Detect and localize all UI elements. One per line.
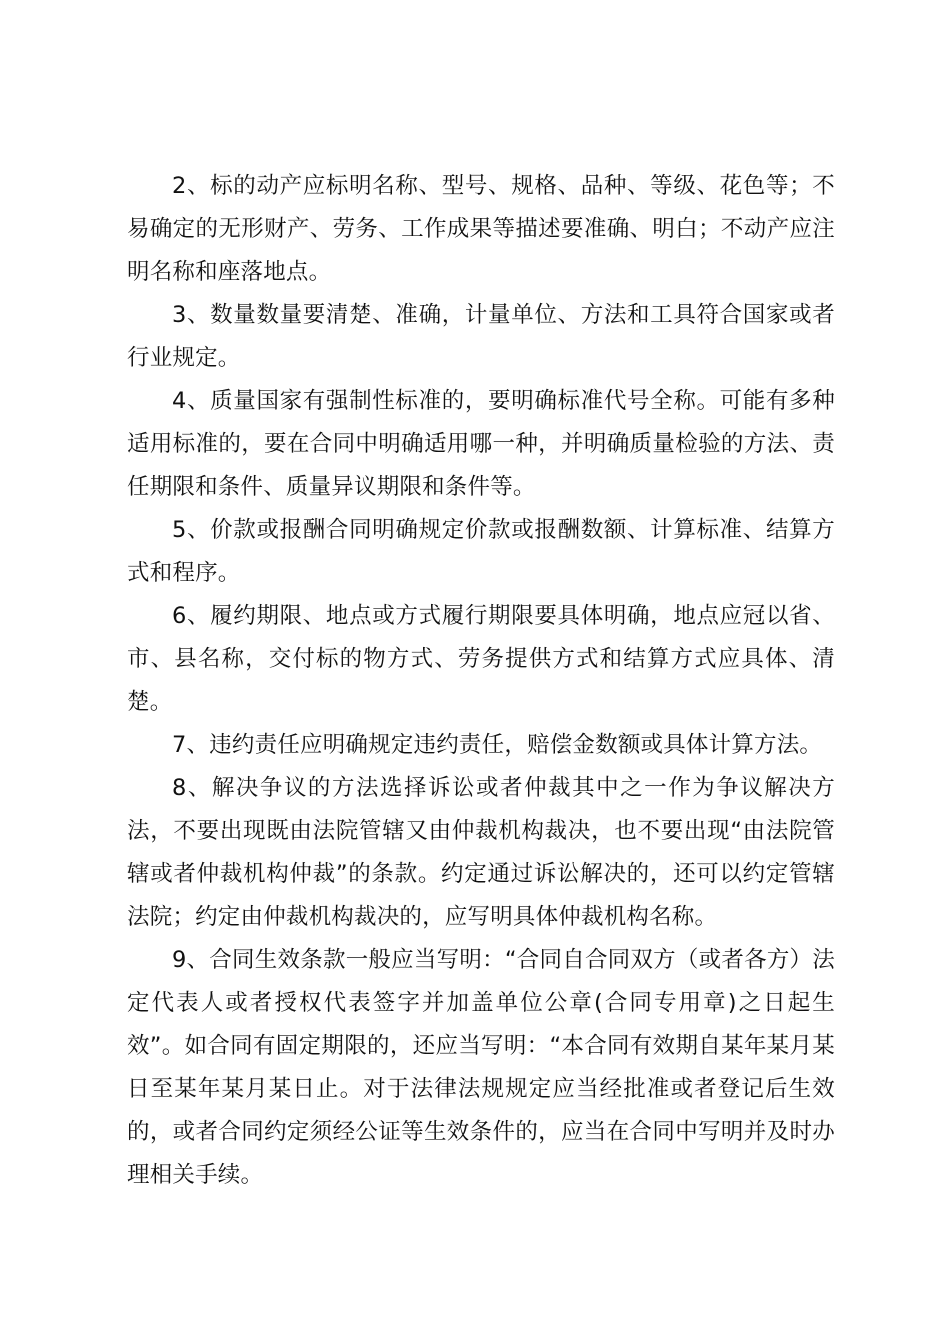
paragraph-item-2: 2、标的动产应标明名称、型号、规格、品种、等级、花色等；不易确定的无形财产、劳务、工作成果等描述要准确、明白；不动产应注明名称和座落地点。 [127,173,835,285]
paragraph-item-5: 5、价款或报酬合同明确规定价款或报酬数额、计算标准、结算方式和程序。 [127,517,835,586]
paragraph-item-3: 3、数量数量要清楚、准确，计量单位、方法和工具符合国家或者行业规定。 [127,302,835,371]
paragraph-item-8: 8、解决争议的方法选择诉讼或者仲裁其中之一作为争议解决方法，不要出现既由法院管辖又由仲裁机构裁决，也不要出现“由法院管辖或者仲裁机构仲裁”的条款。约定通过诉讼解决的，还可以约定管辖法院；约定由仲裁机构裁决的，应写明具体仲裁机构名称。 [127,775,835,930]
document-body [127,165,835,1197]
paragraph-item-6: 6、履约期限、地点或方式履行期限要具体明确，地点应冠以省、市、县名称，交付标的物方式、劳务提供方式和结算方式应具体、清楚。 [127,603,835,715]
paragraph-item-7: 7、违约责任应明确规定违约责任，赔偿金数额或具体计算方法。 [172,732,823,758]
paragraph-item-9: 9、合同生效条款一般应当写明：“合同自合同双方（或者各方）法定代表人或者授权代表签字并加盖单位公章(合同专用章)之日起生效”。如合同有固定期限的，还应当写明：“本合同有效期自某年某月某日至某年某月某日止。对于法律法规规定应当经批准或者登记后生效的，或者合同约定须经公证等生效条件的，应当在合同中写明并及时办理相关手续。 [127,947,835,1188]
paragraph-item-4: 4、质量国家有强制性标准的，要明确标准代号全称。可能有多种适用标准的，要在合同中明确适用哪一种，并明确质量检验的方法、责任期限和条件、质量异议期限和条件等。 [127,388,835,500]
